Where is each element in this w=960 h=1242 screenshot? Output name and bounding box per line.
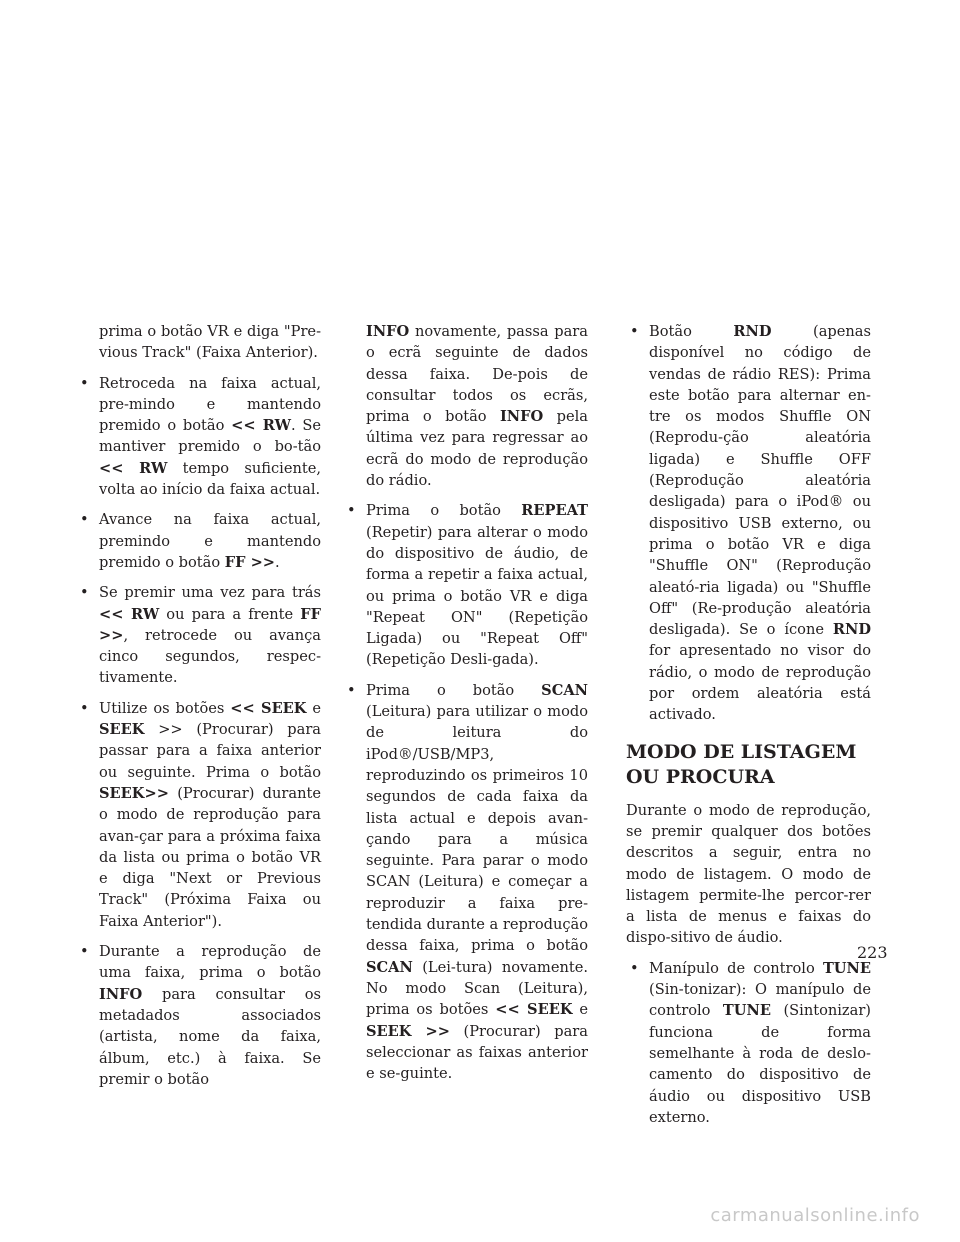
bullet-scan xyxy=(343,680,588,1085)
button-label: TUNE xyxy=(722,1002,771,1020)
text: Avance na faixa actual, premindo e mantendo premido o botão xyxy=(99,511,321,571)
button-label: << SEEK xyxy=(495,1001,573,1019)
bullet-skip-seconds xyxy=(76,582,321,688)
text: (Leitura) para utilizar o modo de leitura do iPod®/USB/MP3, reproduzindo os primeiros 10 segundos de cada faixa da lista actual e depois avan-çando para a música seguinte. Para parar o modo SCAN (Leitura) e começar a reproduzir a faixa pre-tendida durante a reprodução dessa faixa, prima o botão xyxy=(366,703,589,955)
bullet-rewind xyxy=(76,373,321,501)
button-label: SEEK xyxy=(99,721,145,739)
text: (Lei-tura) novamente. No modo Scan (Leitura), prima os botões xyxy=(366,958,588,1019)
button-label: << RW xyxy=(99,459,168,477)
text: (Sin-tonizar): O manípulo de controlo xyxy=(649,981,871,1020)
text: (Procurar) durante o modo de reprodução para avan-çar para a próxima faixa da lista ou prima o botão VR e diga "Next or Previous Track" (Próxima Faixa ou Faixa Anterior"). xyxy=(99,784,321,930)
button-label: FF >> xyxy=(99,605,321,644)
continued-paragraph xyxy=(343,321,588,491)
button-label: REPEAT xyxy=(521,502,588,520)
button-label: << RW xyxy=(99,605,160,623)
section-heading: MODO DE LISTAGEM OU PROCURA xyxy=(626,740,857,788)
column-right xyxy=(626,321,871,1137)
text: , retrocede ou avança cinco segundos, respec-tivamente. xyxy=(99,626,321,687)
column-left xyxy=(76,321,321,1099)
button-label: RND xyxy=(832,621,871,639)
button-label: INFO xyxy=(366,323,410,340)
text: Prima o botão xyxy=(366,502,522,520)
text: for apresentado no visor do rádio, o modo de reprodução por ordem aleatória está activado. xyxy=(649,642,871,724)
text: e xyxy=(306,699,321,717)
text: Prima o botão xyxy=(366,681,542,699)
button-label: << SEEK xyxy=(230,699,307,717)
button-label: SEEK >> xyxy=(366,1022,450,1040)
text: para consultar os metadados associados (artista, nome da faixa, álbum, etc.) à faixa. Se premir o botão xyxy=(99,985,321,1088)
bullet-repeat xyxy=(343,500,588,670)
text: Utilize os botões xyxy=(99,699,231,717)
text: tempo suficiente, volta ao início da faixa actual. xyxy=(99,459,321,499)
bullet-info xyxy=(76,941,321,1090)
button-label: INFO xyxy=(499,408,544,426)
text: pela última vez para regressar ao ecrã do modo de reprodução do rádio. xyxy=(366,408,588,490)
button-label: INFO xyxy=(99,985,143,1003)
page-number: 223 xyxy=(857,943,888,962)
text: (Procurar) para seleccionar as faixas anterior e se-guinte. xyxy=(366,1022,588,1083)
text: Retroceda na faixa actual, pre-mindo e mantendo premido o botão xyxy=(99,374,321,435)
column-middle xyxy=(343,321,588,1093)
button-label: SCAN xyxy=(366,958,413,976)
continued-paragraph: prima o botão VR e diga "Pre-vious Track" (Faixa Anterior). xyxy=(99,323,321,362)
text: . xyxy=(275,553,280,571)
watermark: carmanualsonline.info xyxy=(710,1205,920,1226)
button-label: SCAN xyxy=(541,681,588,699)
text: ou para a frente xyxy=(159,605,301,623)
button-label: SEEK>> xyxy=(99,784,169,802)
text: (Repetir) para alterar o modo do dispositivo de áudio, de forma a repetir a faixa actual, ou prima o botão VR e diga "Repeat ON" (Repetição Ligada) ou "Repeat Off" (Repetição Desli-gada). xyxy=(366,523,588,669)
text: . Se mantiver premido o bo-tão xyxy=(99,417,321,456)
text: (apenas disponível no código de vendas de rádio RES): Prima este botão para alternar en-tre os modos Shuffle ON (Reprodu-ção aleatória ligada) e Shuffle OFF (Reprodução aleatória desligada) para o iPod® ou dispositivo USB externo, ou prima o botão VR e diga "Shuffle ON" (Reprodução aleató-ria ligada) ou "Shuffle Off" (Re-produção aleatória desligada). Se o ícone xyxy=(649,323,871,639)
text: e xyxy=(572,1001,589,1019)
text: Botão xyxy=(649,323,734,340)
button-label: FF >> xyxy=(224,553,276,571)
text: (Sintonizar) funciona de forma semelhante à roda de deslo-camento do dispositivo de áudio ou dispositivo USB externo. xyxy=(649,1002,871,1126)
button-label: TUNE xyxy=(822,959,871,977)
bullet-tune xyxy=(626,958,871,1128)
text: Durante a reprodução de uma faixa, prima o botão xyxy=(99,943,321,982)
button-label: << RW xyxy=(231,417,291,435)
text: novamente, passa para o ecrã seguinte de dados dessa faixa. De-pois de consultar todos os ecrãs, prima o botão xyxy=(366,323,588,426)
button-label: RND xyxy=(733,323,772,340)
section-paragraph: Durante o modo de reprodução, se premir qualquer dos botões descritos a seguir, entra no modo de listagem. O modo de listagem permite-lhe percor-rer a lista de menus e faixas do dispo-sitivo de áudio. xyxy=(626,801,871,947)
text: >> (Procurar) para passar para a faixa anterior ou seguinte. Prima o botão xyxy=(99,721,321,781)
text: Manípulo de controlo xyxy=(649,959,823,977)
bullet-seek xyxy=(76,698,321,932)
bullet-fast-forward xyxy=(76,509,321,573)
text: Se premir uma vez para trás xyxy=(99,584,321,602)
bullet-rnd xyxy=(626,321,871,726)
